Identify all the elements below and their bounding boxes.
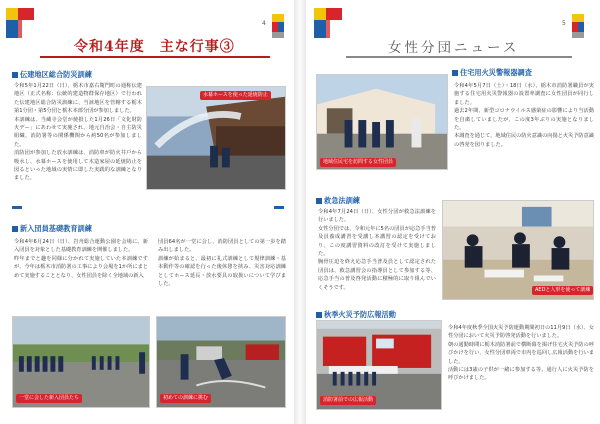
photo-caption: 地域住民宅を訪問する女性団員 <box>320 158 396 167</box>
corner-block-yellow <box>6 8 18 20</box>
section-heading: 新入団員基礎教育訓練 <box>12 224 92 234</box>
corner-block-yellow <box>272 14 284 22</box>
spine-gutter <box>294 0 306 424</box>
corner-block-blue <box>578 22 584 32</box>
photo-home-visit <box>316 74 448 170</box>
section-heading: 伝建地区総合防災訓練 <box>12 70 92 80</box>
section-body: 令和5年1月22日（日）、栃木市嘉右衛門町の通称伝建地区（正式名称：伝統的建造物群保存地区）で行われた伝建地区総合防災訓練に、当該地区を管轄する栃木第1分団・第5分団と栃木本部分団が参加しました。 本訓練は、当蔵寺会堂が焼損した1月26日「文化財防火デー」にあわせて実施され、地元自治会・自主防災組織、消防署等の関係機関から約50名が参加しました。 消防団が参加した放水訓練は、消防車が防火井戸から吸水し、水幕ホースを使用して木造家屋の延焼防止を図るといった地域の実情に即した実践的な訓練となりました。 <box>14 83 142 182</box>
section-body-col2: 団員64名が一堂に会し、消防団員としての第一歩を踏み出しました。 訓練が始まると、最初に礼式訓練として規律訓練・基本動作等の確認を行った後休憩を挟み、災害対応訓練としてホース延長・放水要具の取扱いについて学びました。 <box>158 239 286 288</box>
section-body: 令和4年5月7日（土）・18日（水）、栃木市消防署職員が実施する住宅用火災警報器の設置率調査に女性団員が同行しました。 過去2年間、新型コロナウイルス感染症の影響により当活動を自粛していましたが、この度3年ぶりの実施となりました。 本調査を通じて、地域住民の防火意識の向揚と火災予防意識の啓発を図りました。 <box>454 83 594 148</box>
photo-caption: 一堂に会した新入団員たち <box>16 394 82 403</box>
photo-caption: 初めての訓練に挑む <box>160 394 211 403</box>
corner-block-yellow <box>572 14 584 22</box>
corner-block-red <box>326 8 342 20</box>
corner-block-gray <box>572 32 584 38</box>
corner-block-red-stripe <box>18 20 22 38</box>
left-page <box>0 0 294 424</box>
photo-caption: 水幕ホースを使った延焼防止 <box>200 91 271 100</box>
section-heading: 秋季火災予防広報活動 <box>316 310 396 320</box>
page-number: 4 <box>262 20 266 27</box>
section-body: 令和4年度秋季全国火災予防運動期間初日の11月9日（水）、女性分団において火災予防啓発活動を行いました。 朝の通勤時間に栃木消防署前で横断幕を掲げ住宅火災予防の呼びかけを行い、女性分団車両で市内を巡回し広報活動を行いました。 活動には3歳の子供が一緒に参加する等、通行人に火災予防を呼びかけました。 <box>448 325 594 382</box>
corner-block-red <box>18 8 34 20</box>
photo-first-aid <box>442 200 594 300</box>
photo-caption: 消防署前での広報活動 <box>320 396 376 405</box>
page-title: 令和4年度 主な行事③ <box>74 39 235 55</box>
corner-block-blue <box>314 20 326 38</box>
corner-block-red-stripe <box>326 20 330 38</box>
page-title: 女性分団ニュース <box>388 40 520 56</box>
page-number: 5 <box>562 20 566 27</box>
divider-bar <box>274 206 284 209</box>
corner-block-blue <box>278 22 284 32</box>
divider-bar <box>12 206 22 209</box>
title-rule <box>40 56 270 58</box>
section-heading: 住宅用火災警報器調査 <box>452 68 532 78</box>
section-body-col1: 令和4年6月24日（日）、岩舟総合運動公園を会場に、新入団員を対象とした基礎教育訓練を開催しました。 昨年までと趣を同様に分かれて実施していた本訓練ですが、今年は栃木市消防署の工事により会場を1か所にまとめて実施することとなり、女性団員を除く全地域の新入 <box>14 239 148 279</box>
section-heading: 救急法訓練 <box>316 196 360 206</box>
corner-block-yellow <box>314 8 326 20</box>
photo-fire-drill <box>146 86 286 190</box>
photo-caption: AEDと人形を使って訓練 <box>532 286 593 295</box>
section-body: 令和4年7月24日（日）、女性分団が救急法訓練を行いました。 女性分団では、令和元年に5名の団員が応急手当普及員養成講習を受講し本講習の認定を受けており、この度講習資料の改訂を受けて実施しました。 胸骨圧迫を終え応急手当普及員として認定された団員は、救急講習会の指導員として参加する等、応急手当の普及啓発活動に積極的に取り組んでいくそうです。 <box>318 209 436 291</box>
title-rule <box>346 56 572 58</box>
corner-block-blue <box>6 20 18 38</box>
right-page <box>306 0 600 424</box>
corner-block-gray <box>272 32 284 38</box>
